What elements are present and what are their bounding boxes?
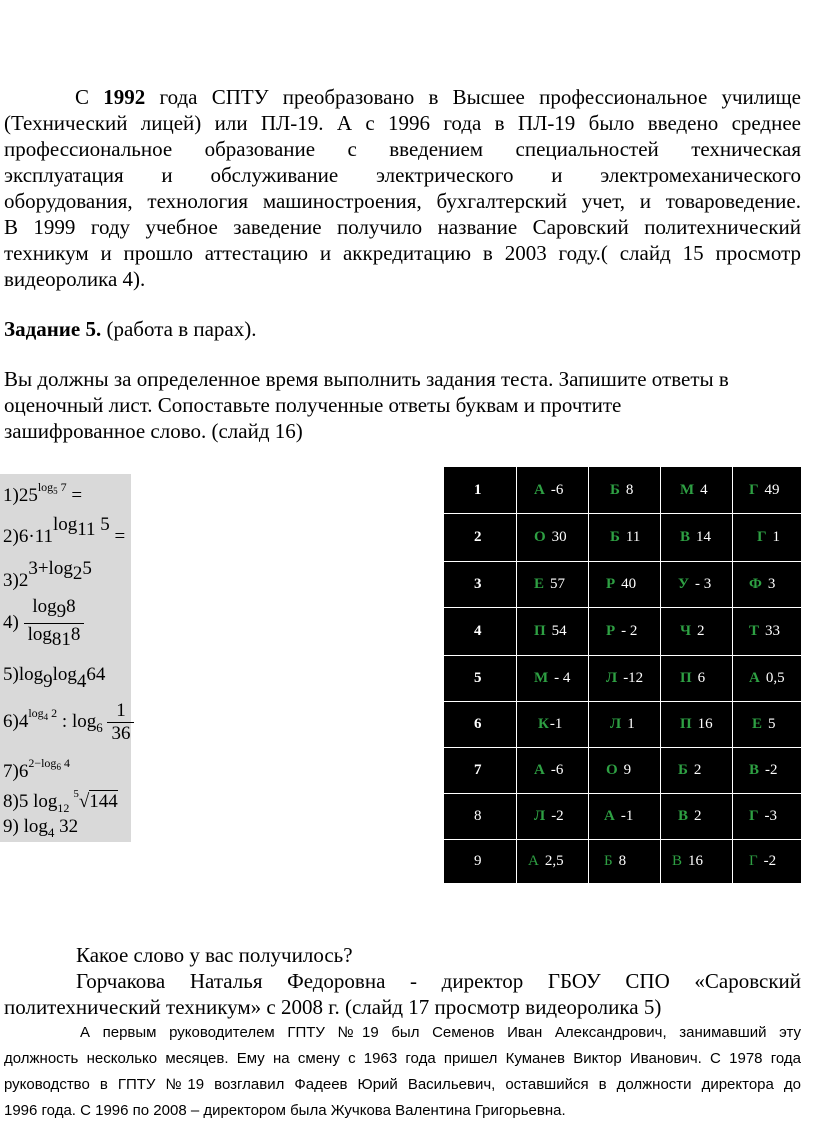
- row-number: 7: [474, 761, 482, 778]
- answer-cell: Е 5: [752, 715, 776, 732]
- answer-cell: М 4: [680, 481, 708, 498]
- table-row: [444, 607, 801, 655]
- answer-cell: А -6: [534, 761, 564, 778]
- answer-cell: Т 33: [749, 622, 781, 639]
- math-task-6: $6)4^{log_4 2}$ : $\log_6$ $\frac{1}{36}$: [3, 700, 134, 745]
- history-line: 1996 года. С 1996 по 2008 – директором была Жучкова Валентина Григорьевна.: [4, 1102, 566, 1119]
- intro-line: видеоролика 4).: [4, 267, 146, 291]
- answer-cell: Л -2: [534, 807, 564, 824]
- history-line: должность несколько месяцев. Ему на смену с 1963 года пришел Куманев Виктор Иванович. С 1978 года: [4, 1050, 801, 1067]
- answer-cell: Б 8: [604, 852, 627, 869]
- intro-line: оборудования, технология машиностроения, бухгалтерский учет, и товароведение.: [4, 189, 801, 213]
- math-task-1: $1)25^{log_5 7}$ =: [3, 480, 83, 506]
- director-line: политехнический техникум» с 2008 г. (слайд 17 просмотр видеоролика 5): [4, 995, 662, 1019]
- table-row: [444, 655, 801, 701]
- answer-cell: О 9: [606, 761, 632, 778]
- task-subtitle: (работа в парах).: [101, 317, 257, 341]
- answer-cell: А 2,5: [528, 852, 564, 869]
- grid-line: [588, 467, 589, 883]
- answer-table: [444, 467, 801, 883]
- row-number: 4: [474, 622, 482, 639]
- row-number: 9: [474, 852, 482, 869]
- math-task-4: 4) $\frac{\log 98}{\log 818}$: [3, 596, 84, 651]
- answer-cell: П 54: [534, 622, 567, 639]
- table-row: [444, 701, 801, 747]
- math-task-9: 9) $\log_4 32$: [3, 816, 79, 840]
- answer-cell: В 2: [678, 807, 702, 824]
- answer-cell: М - 4: [534, 669, 571, 686]
- history-paragraph: [4, 1020, 801, 1124]
- instruction-line: оценочный лист. Сопоставьте полученные ответы буквам и прочтите: [4, 393, 622, 417]
- answer-cell: Л 1: [610, 715, 635, 732]
- answer-cell: У - 3: [678, 575, 712, 592]
- row-number: 8: [474, 807, 482, 824]
- answer-cell: О 30: [534, 528, 567, 545]
- grid-line: [732, 467, 733, 883]
- answer-cell: Г 49: [749, 481, 780, 498]
- grid-line: [444, 747, 801, 748]
- answer-cell: Ч 2: [680, 622, 705, 639]
- answer-cell: Л -12: [606, 669, 644, 686]
- answer-cell: Е 57: [534, 575, 566, 592]
- grid-line: [444, 607, 801, 608]
- grid-line: [444, 701, 801, 702]
- table-row: [444, 467, 801, 513]
- row-number: 6: [474, 715, 482, 732]
- intro-line: техникум и прошло аттестацию и аккредитацию в 2003 году.( слайд 15 просмотр: [4, 241, 801, 265]
- math-task-2: 2)6·11log11 5 =: [3, 514, 126, 547]
- table-row: [444, 793, 801, 839]
- answer-cell: Р 40: [606, 575, 637, 592]
- math-tasks-panel: [0, 474, 131, 842]
- answer-cell: Г 1: [757, 528, 781, 545]
- instruction-line: зашифрованное слово. (слайд 16): [4, 419, 303, 443]
- director-line: Горчакова Наталья Федоровна - директор ГБОУ СПО «Саровский: [76, 969, 801, 993]
- instruction-line: Вы должны за определенное время выполнить задания теста. Запишите ответы в: [4, 367, 729, 391]
- answer-cell: Ф 3: [749, 575, 776, 592]
- row-number: 2: [474, 528, 482, 545]
- grid-line: [444, 655, 801, 656]
- intro-line: (Технический лицей) или ПЛ-19. А с 1996 года в ПЛ-19 было введено среднее: [4, 111, 801, 135]
- grid-line: [444, 561, 801, 562]
- intro-paragraph: [4, 84, 801, 292]
- intro-line: В 1999 году учебное заведение получило название Саровский политехнический: [4, 215, 801, 239]
- grid-line: [444, 793, 801, 794]
- answer-cell: Р - 2: [606, 622, 638, 639]
- fraction: $\frac{1}{36}$: [107, 700, 134, 745]
- answer-cell: В 16: [672, 852, 704, 869]
- task-title: Задание 5.: [4, 317, 102, 341]
- answer-cell: Г -3: [749, 807, 778, 824]
- history-line: А первым руководителем ГПТУ №19 был Семенов Иван Александрович, занимавший эту: [80, 1024, 801, 1041]
- answer-cell: А -1: [604, 807, 634, 824]
- math-task-5: 5)log9log464: [3, 664, 106, 692]
- math-task-8: 8)5 $\log_{12}^5√144$: [3, 788, 118, 815]
- answer-cell: В 14: [680, 528, 712, 545]
- answer-cell: В -2: [749, 761, 778, 778]
- answer-cell: Г -2: [749, 852, 777, 869]
- director-paragraph: [4, 968, 801, 1020]
- answer-cell: К -1: [538, 715, 563, 732]
- instructions: [4, 366, 729, 444]
- task-heading: [4, 316, 257, 342]
- answer-cell: П 16: [680, 715, 713, 732]
- intro-line: профессиональное образование с введением специальностей техническая: [4, 137, 801, 161]
- answer-cell: А 0,5: [749, 669, 785, 686]
- intro-line-1: С 1992 года СПТУ преобразовано в Высшее профессиональное училище: [75, 85, 802, 109]
- question: Какое слово у вас получилось?: [76, 943, 353, 967]
- fraction: $\frac{\log 98}{\log 818}$: [24, 596, 85, 651]
- intro-line: эксплуатация и обслуживание электрического и электромеханического: [4, 163, 801, 187]
- grid-line: [660, 467, 661, 883]
- grid-line: [444, 513, 801, 514]
- grid-line: [444, 839, 801, 840]
- history-line: руководство в ГПТУ №19 возглавил Фадеев Юрий Васильевич, оставшийся в должности директора до: [4, 1076, 801, 1093]
- math-task-7: $7)6^{2-log_6 4}$: [3, 756, 70, 782]
- table-row: [444, 747, 801, 793]
- answer-cell: П 6: [680, 669, 706, 686]
- grid-line: [516, 467, 517, 883]
- row-number: 3: [474, 575, 482, 592]
- answer-cell: Б 11: [610, 528, 641, 545]
- answer-cell: Б 2: [678, 761, 702, 778]
- math-task-3: 3)23+log25: [3, 558, 92, 591]
- answer-cell: А -6: [534, 481, 564, 498]
- table-row: [444, 839, 801, 883]
- row-number: 5: [474, 669, 482, 686]
- table-row: [444, 513, 801, 561]
- row-number: 1: [474, 481, 482, 498]
- table-row: [444, 561, 801, 607]
- answer-cell: Б 8: [610, 481, 634, 498]
